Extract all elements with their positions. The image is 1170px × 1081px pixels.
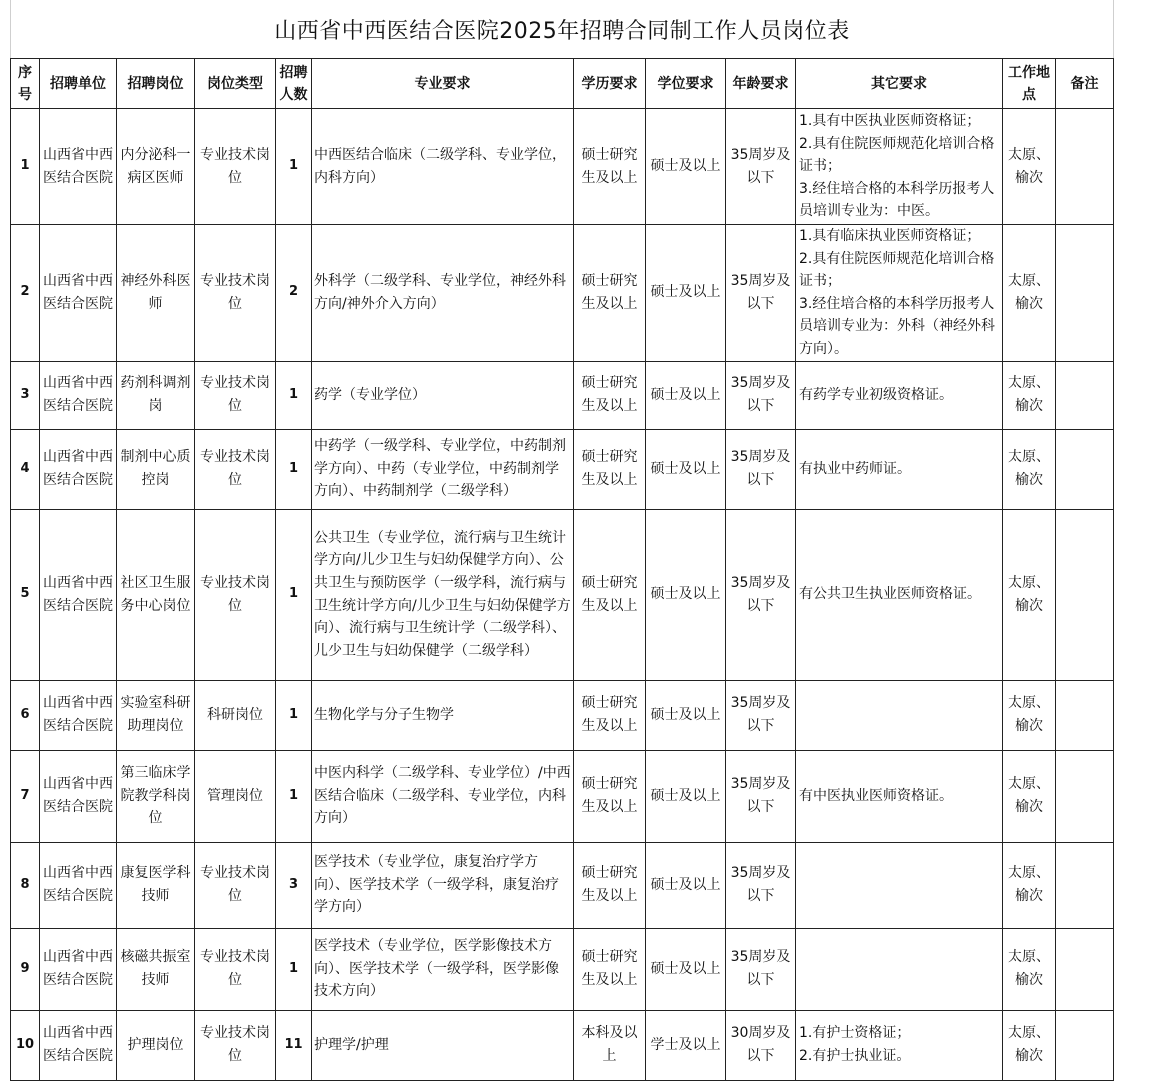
cell-location: 太原、榆次: [1003, 225, 1056, 362]
table-body: [11, 109, 1114, 1081]
other-requirement-line: 有执业中药师证。: [799, 460, 911, 477]
cell-major: 医学技术（专业学位，康复治疗学方向）、医学技术学（一级学科，康复治疗学方向）: [312, 842, 574, 928]
cell-count: 1: [276, 361, 312, 429]
cell-seq: 1: [11, 109, 40, 225]
cell-type: 科研岗位: [195, 680, 276, 750]
cell-degree: 硕士及以上: [646, 680, 726, 750]
other-requirement-line: 1.具有临床执业医师资格证；: [799, 228, 981, 244]
cell-post: 神经外科医师: [117, 225, 195, 362]
cell-education: 硕士研究生及以上: [574, 225, 646, 362]
cell-location: 太原、榆次: [1003, 361, 1056, 429]
other-requirement-line: 1.具有中医执业医师资格证；: [799, 113, 981, 130]
cell-unit: 山西省中西医结合医院: [40, 225, 117, 362]
cell-degree: 硕士及以上: [646, 928, 726, 1010]
cell-remark: [1056, 928, 1114, 1010]
cell-location: 太原、榆次: [1003, 680, 1056, 750]
header-education: 学历要求: [574, 59, 646, 109]
cell-age: 30周岁及以下: [726, 1010, 796, 1080]
cell-unit: 山西省中西医结合医院: [40, 928, 117, 1010]
cell-education: 硕士研究生及以上: [574, 509, 646, 680]
cell-location: 太原、榆次: [1003, 750, 1056, 842]
header-post: 招聘岗位: [117, 59, 195, 109]
table-row: [11, 109, 1114, 225]
cell-age: 35周岁及以下: [726, 680, 796, 750]
cell-seq: 9: [11, 928, 40, 1010]
header-count: 招聘人数: [276, 59, 312, 109]
cell-count: 3: [276, 842, 312, 928]
other-requirement-line: 3.经住培合格的本科学历报考人员培训专业为：外科（神经外科方向）。: [799, 295, 995, 357]
cell-post: 核磁共振室技师: [117, 928, 195, 1010]
cell-degree: 硕士及以上: [646, 109, 726, 225]
other-requirement-line: 有中医执业医师资格证。: [799, 787, 953, 804]
document-title: 山西省中西医结合医院2025年招聘合同制工作人员岗位表: [274, 19, 850, 44]
cell-remark: [1056, 509, 1114, 680]
cell-remark: [1056, 842, 1114, 928]
cell-remark: [1056, 225, 1114, 362]
cell-education: 本科及以上: [574, 1010, 646, 1080]
cell-major: 医学技术（专业学位，医学影像技术方向）、医学技术学（一级学科，医学影像技术方向）: [312, 928, 574, 1010]
cell-other: [796, 680, 1003, 750]
cell-degree: 硕士及以上: [646, 842, 726, 928]
cell-other: [796, 509, 1003, 680]
cell-type: 专业技术岗位: [195, 509, 276, 680]
cell-count: 1: [276, 509, 312, 680]
cell-post: 第三临床学院教学科岗位: [117, 750, 195, 842]
cell-age: 35周岁及以下: [726, 928, 796, 1010]
cell-location: 太原、榆次: [1003, 1010, 1056, 1080]
cell-other: [796, 750, 1003, 842]
title-bar: [10, 0, 1114, 58]
cell-unit: 山西省中西医结合医院: [40, 680, 117, 750]
cell-unit: 山西省中西医结合医院: [40, 509, 117, 680]
other-requirement-line: 2.具有住院医师规范化培训合格证书；: [799, 135, 995, 175]
cell-major: 中医内科学（二级学科、专业学位）/中西医结合临床（二级学科、专业学位，内科方向）: [312, 750, 574, 842]
table-row: [11, 750, 1114, 842]
header-type: 岗位类型: [195, 59, 276, 109]
cell-major: 中西医结合临床（二级学科、专业学位，内科方向）: [312, 109, 574, 225]
header-other: 其它要求: [796, 59, 1003, 109]
cell-education: 硕士研究生及以上: [574, 361, 646, 429]
header-seq: 序号: [11, 59, 40, 109]
cell-remark: [1056, 680, 1114, 750]
recruitment-table: [10, 58, 1114, 1081]
cell-other: [796, 109, 1003, 225]
cell-unit: 山西省中西医结合医院: [40, 1010, 117, 1080]
cell-education: 硕士研究生及以上: [574, 750, 646, 842]
cell-seq: 10: [11, 1010, 40, 1080]
cell-age: 35周岁及以下: [726, 109, 796, 225]
cell-age: 35周岁及以下: [726, 361, 796, 429]
cell-post: 制剂中心质控岗: [117, 429, 195, 509]
cell-other: [796, 842, 1003, 928]
table-row: [11, 361, 1114, 429]
cell-count: 1: [276, 928, 312, 1010]
cell-degree: 硕士及以上: [646, 225, 726, 362]
table-header-row: [11, 59, 1114, 109]
cell-remark: [1056, 429, 1114, 509]
cell-remark: [1056, 109, 1114, 225]
table-row: [11, 928, 1114, 1010]
cell-count: 2: [276, 225, 312, 362]
cell-remark: [1056, 361, 1114, 429]
cell-age: 35周岁及以下: [726, 225, 796, 362]
cell-seq: 4: [11, 429, 40, 509]
cell-unit: 山西省中西医结合医院: [40, 109, 117, 225]
cell-other: [796, 225, 1003, 362]
cell-unit: 山西省中西医结合医院: [40, 361, 117, 429]
cell-education: 硕士研究生及以上: [574, 680, 646, 750]
cell-education: 硕士研究生及以上: [574, 429, 646, 509]
cell-other: [796, 1010, 1003, 1080]
header-degree: 学位要求: [646, 59, 726, 109]
cell-degree: 硕士及以上: [646, 361, 726, 429]
header-unit: 招聘单位: [40, 59, 117, 109]
other-requirement-line: 1.有护士资格证；: [799, 1025, 911, 1042]
cell-major: 外科学（二级学科、专业学位，神经外科方向/神外介入方向）: [312, 225, 574, 362]
other-requirement-line: 2.有护士执业证。: [799, 1048, 911, 1065]
cell-seq: 2: [11, 225, 40, 362]
cell-location: 太原、榆次: [1003, 429, 1056, 509]
table-row: [11, 1010, 1114, 1080]
cell-count: 1: [276, 429, 312, 509]
cell-location: 太原、榆次: [1003, 928, 1056, 1010]
cell-type: 专业技术岗位: [195, 1010, 276, 1080]
cell-seq: 5: [11, 509, 40, 680]
cell-unit: 山西省中西医结合医院: [40, 842, 117, 928]
cell-education: 硕士研究生及以上: [574, 109, 646, 225]
cell-major: 公共卫生（专业学位，流行病与卫生统计学方向/儿少卫生与妇幼保健学方向）、公共卫生与预防医学（一级学科，流行病与卫生统计学方向/儿少卫生与妇幼保健学方向）、流行病与卫生统计学（二级学科）、儿少卫生与妇幼保健学（二级学科）: [312, 509, 574, 680]
other-requirement-line: 有公共卫生执业医师资格证。: [799, 586, 981, 603]
cell-other: [796, 429, 1003, 509]
cell-post: 康复医学科技师: [117, 842, 195, 928]
header-major: 专业要求: [312, 59, 574, 109]
cell-age: 35周岁及以下: [726, 429, 796, 509]
cell-post: 内分泌科一病区医师: [117, 109, 195, 225]
table-row: [11, 509, 1114, 680]
cell-degree: 硕士及以上: [646, 750, 726, 842]
cell-type: 专业技术岗位: [195, 225, 276, 362]
cell-post: 护理岗位: [117, 1010, 195, 1080]
header-remark: 备注: [1056, 59, 1114, 109]
other-requirement-line: 有药学专业初级资格证。: [799, 386, 953, 403]
cell-count: 1: [276, 750, 312, 842]
cell-major: 中药学（一级学科、专业学位，中药制剂学方向）、中药（专业学位，中药制剂学方向）、中药制剂学（二级学科）: [312, 429, 574, 509]
cell-remark: [1056, 1010, 1114, 1080]
cell-unit: 山西省中西医结合医院: [40, 429, 117, 509]
cell-degree: 硕士及以上: [646, 429, 726, 509]
table-row: [11, 429, 1114, 509]
cell-post: 实验室科研助理岗位: [117, 680, 195, 750]
table-row: [11, 680, 1114, 750]
cell-age: 35周岁及以下: [726, 750, 796, 842]
table-row: [11, 225, 1114, 362]
cell-remark: [1056, 750, 1114, 842]
cell-type: 专业技术岗位: [195, 361, 276, 429]
cell-age: 35周岁及以下: [726, 509, 796, 680]
cell-type: 专业技术岗位: [195, 928, 276, 1010]
cell-seq: 3: [11, 361, 40, 429]
cell-post: 社区卫生服务中心岗位: [117, 509, 195, 680]
table-row: [11, 842, 1114, 928]
cell-type: 专业技术岗位: [195, 842, 276, 928]
cell-education: 硕士研究生及以上: [574, 842, 646, 928]
cell-seq: 7: [11, 750, 40, 842]
cell-major: 药学（专业学位）: [312, 361, 574, 429]
other-requirement-line: 3.经住培合格的本科学历报考人员培训专业为：中医。: [799, 180, 995, 220]
cell-degree: 硕士及以上: [646, 509, 726, 680]
cell-type: 管理岗位: [195, 750, 276, 842]
other-requirement-line: 2.具有住院医师规范化培训合格证书；: [799, 250, 995, 290]
cell-type: 专业技术岗位: [195, 429, 276, 509]
cell-degree: 学士及以上: [646, 1010, 726, 1080]
cell-seq: 8: [11, 842, 40, 928]
cell-count: 11: [276, 1010, 312, 1080]
cell-location: 太原、榆次: [1003, 842, 1056, 928]
cell-unit: 山西省中西医结合医院: [40, 750, 117, 842]
cell-location: 太原、榆次: [1003, 109, 1056, 225]
cell-other: [796, 361, 1003, 429]
cell-major: 生物化学与分子生物学: [312, 680, 574, 750]
cell-age: 35周岁及以下: [726, 842, 796, 928]
cell-count: 1: [276, 680, 312, 750]
header-location: 工作地点: [1003, 59, 1056, 109]
cell-major: 护理学/护理: [312, 1010, 574, 1080]
cell-post: 药剂科调剂岗: [117, 361, 195, 429]
cell-education: 硕士研究生及以上: [574, 928, 646, 1010]
cell-location: 太原、榆次: [1003, 509, 1056, 680]
cell-type: 专业技术岗位: [195, 109, 276, 225]
header-age: 年龄要求: [726, 59, 796, 109]
cell-other: [796, 928, 1003, 1010]
cell-seq: 6: [11, 680, 40, 750]
cell-count: 1: [276, 109, 312, 225]
